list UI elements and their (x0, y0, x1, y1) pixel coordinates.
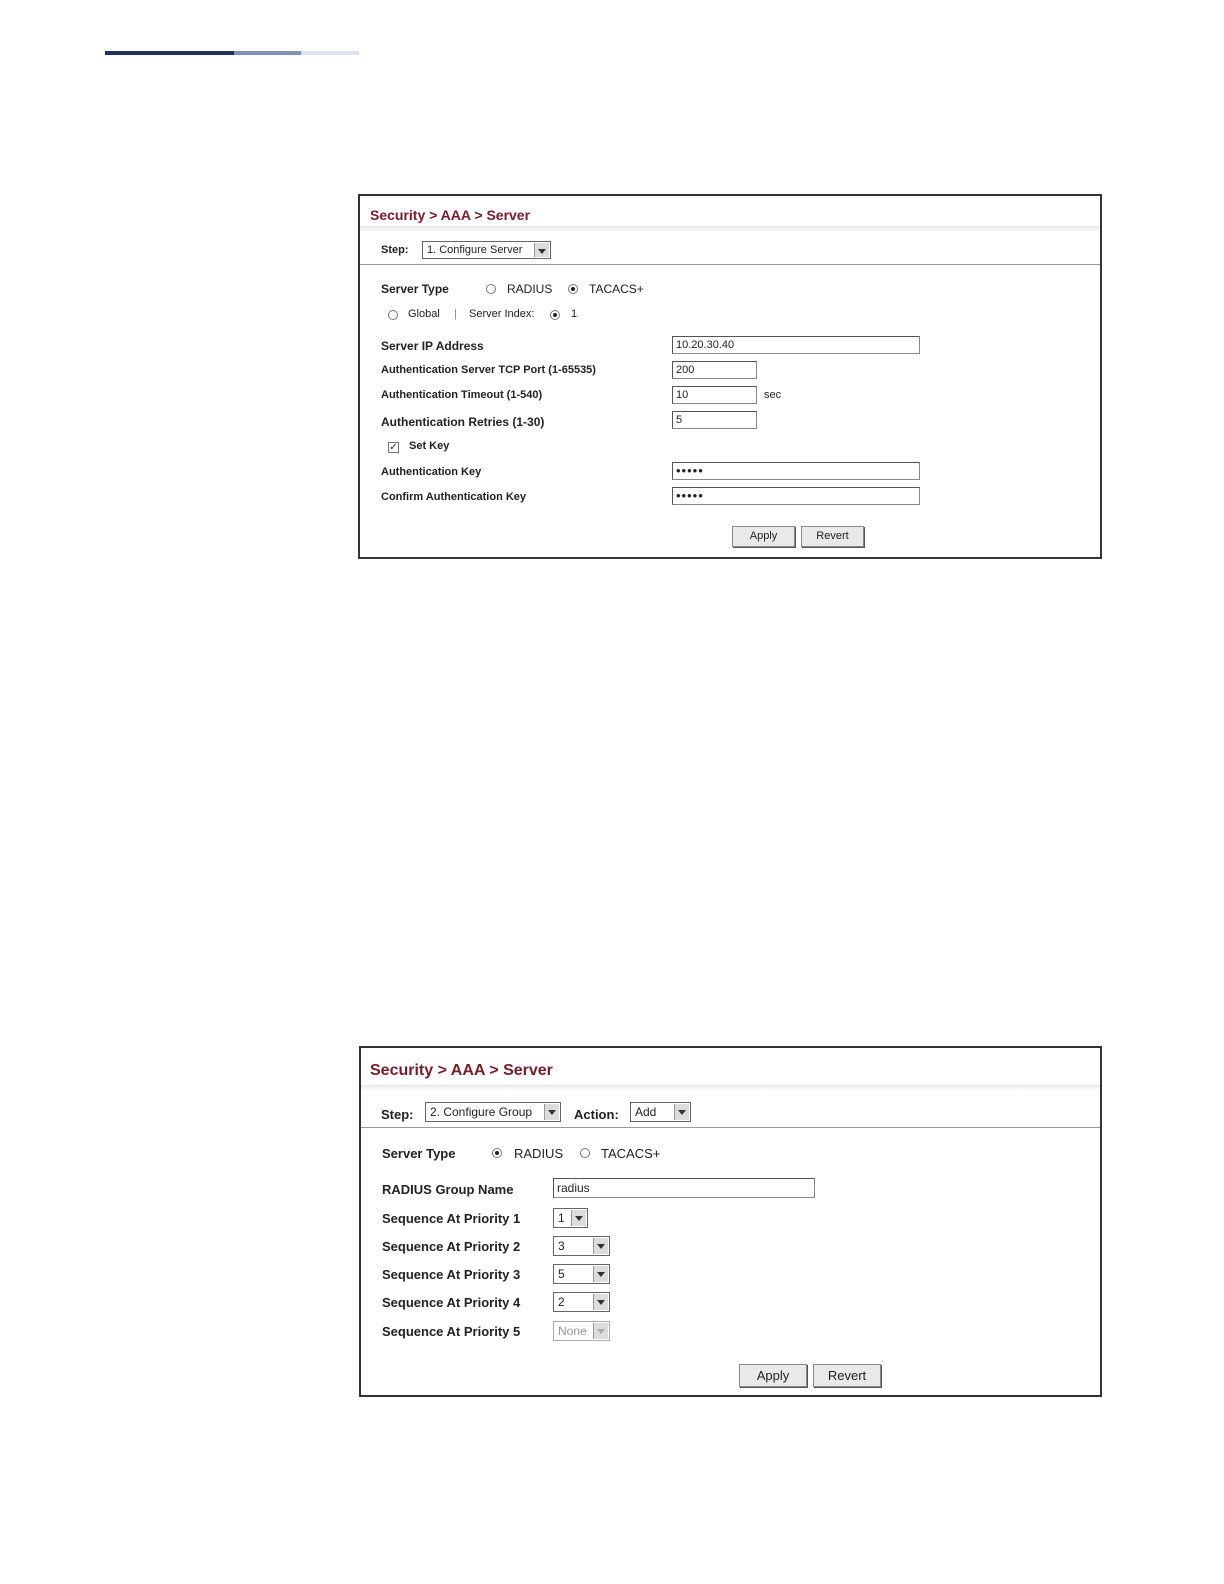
server-type-label: Server Type (382, 1146, 456, 1161)
priority-1-select[interactable] (553, 1208, 588, 1228)
priority-2-select[interactable] (553, 1236, 610, 1256)
priority-5-select (553, 1321, 610, 1341)
timeout-field[interactable]: 10 (672, 386, 757, 404)
retries-label: Authentication Retries (1-30) (381, 415, 545, 429)
revert-button[interactable]: Revert (801, 526, 864, 547)
priority-4-select[interactable] (553, 1292, 610, 1312)
priority-4-label: Sequence At Priority 4 (382, 1295, 521, 1310)
server-ip-field[interactable]: 10.20.30.40 (672, 336, 920, 354)
priority-2-value: 3 (558, 1239, 565, 1253)
priority-5-value: None (558, 1324, 587, 1338)
tacacs-radio[interactable] (580, 1148, 590, 1158)
option-separator: | (454, 308, 457, 320)
breadcrumb: Security > AAA > Server (370, 207, 531, 223)
global-radio-label: Global (408, 308, 440, 320)
step-select-value: 2. Configure Group (430, 1105, 533, 1119)
priority-2-label: Sequence At Priority 2 (382, 1239, 521, 1254)
group-name-label: RADIUS Group Name (382, 1182, 514, 1197)
action-select[interactable] (630, 1102, 691, 1122)
priority-3-value: 5 (558, 1267, 565, 1281)
step-label: Step: (381, 1107, 414, 1122)
chevron-down-icon[interactable] (571, 1210, 586, 1226)
chevron-down-icon (593, 1323, 608, 1339)
step-select[interactable] (422, 241, 551, 259)
apply-button[interactable]: Apply (732, 526, 795, 547)
server-index-label: Server Index: (469, 308, 535, 320)
chevron-down-icon[interactable] (544, 1104, 559, 1120)
priority-4-value: 2 (558, 1295, 565, 1309)
header-rule-mid (234, 51, 301, 55)
auth-key-field[interactable]: ••••• (672, 462, 920, 480)
apply-button[interactable]: Apply (739, 1364, 807, 1387)
set-key-label: Set Key (409, 440, 450, 452)
revert-button[interactable]: Revert (813, 1364, 881, 1387)
radius-radio[interactable] (486, 284, 496, 294)
priority-3-label: Sequence At Priority 3 (382, 1267, 521, 1282)
tacacs-radio-label: TACACS+ (589, 282, 644, 296)
chevron-down-icon[interactable] (593, 1266, 608, 1282)
global-radio[interactable] (388, 310, 398, 320)
chevron-down-icon[interactable] (534, 243, 549, 257)
step-label: Step: (381, 244, 409, 256)
server-type-label: Server Type (381, 282, 449, 296)
radius-radio-label: RADIUS (507, 282, 553, 296)
tcp-port-label: Authentication Server TCP Port (1-65535) (381, 364, 596, 376)
step-select-value: 1. Configure Server (427, 244, 523, 256)
chevron-down-icon[interactable] (593, 1238, 608, 1254)
auth-key-label: Authentication Key (381, 466, 482, 478)
confirm-key-label: Confirm Authentication Key (381, 491, 527, 503)
header-rule-light (301, 51, 359, 55)
divider (360, 264, 1100, 265)
priority-1-value: 1 (558, 1211, 565, 1225)
action-select-value: Add (635, 1105, 657, 1119)
configure-server-panel (358, 194, 1102, 559)
step-select[interactable] (425, 1102, 561, 1122)
chevron-down-icon[interactable] (674, 1104, 689, 1120)
action-label: Action: (574, 1107, 619, 1122)
retries-field[interactable]: 5 (672, 411, 757, 429)
server-ip-label: Server IP Address (381, 339, 484, 353)
chevron-down-icon[interactable] (593, 1294, 608, 1310)
server-index-radio[interactable] (550, 310, 560, 320)
tacacs-radio-label: TACACS+ (601, 1146, 661, 1161)
priority-1-label: Sequence At Priority 1 (382, 1211, 521, 1226)
timeout-label: Authentication Timeout (1-540) (381, 389, 543, 401)
timeout-unit: sec (764, 389, 782, 401)
header-shade (361, 1085, 1100, 1091)
radius-radio[interactable] (492, 1148, 502, 1158)
header-rule-dark (105, 51, 234, 55)
radius-radio-label: RADIUS (514, 1146, 564, 1161)
priority-3-select[interactable] (553, 1264, 610, 1284)
tacacs-radio[interactable] (568, 284, 578, 294)
header-shade (360, 226, 1100, 232)
confirm-key-field[interactable]: ••••• (672, 487, 920, 505)
set-key-checkbox[interactable]: ✓ (389, 442, 398, 453)
priority-5-label: Sequence At Priority 5 (382, 1324, 521, 1339)
breadcrumb: Security > AAA > Server (370, 1062, 553, 1079)
group-name-field[interactable]: radius (553, 1178, 815, 1198)
tcp-port-field[interactable]: 200 (672, 361, 757, 379)
server-index-value: 1 (571, 308, 578, 320)
divider (361, 1127, 1100, 1128)
configure-group-panel (359, 1046, 1102, 1397)
header-rule (105, 51, 359, 55)
